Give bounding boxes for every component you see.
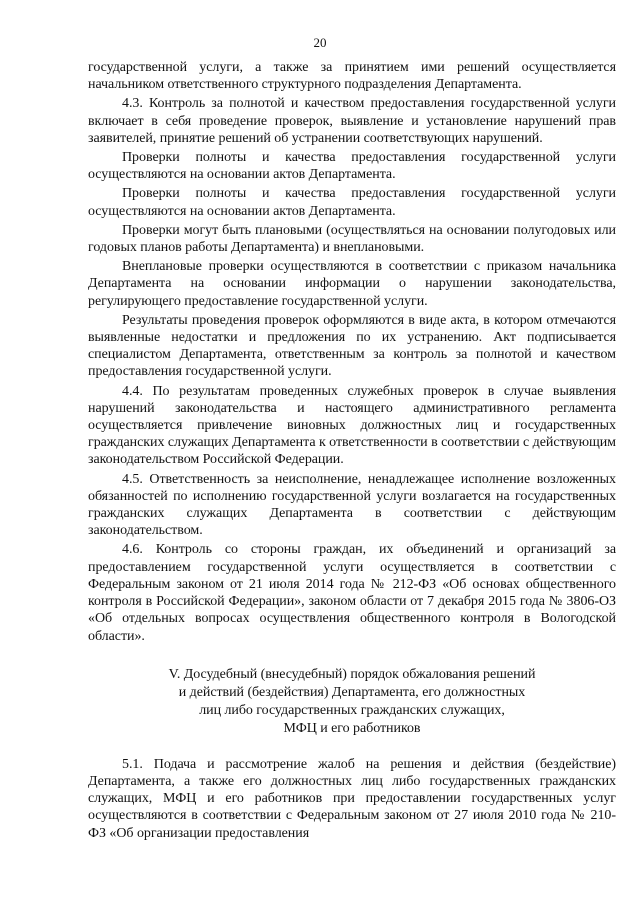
paragraph-4-3: 4.3. Контроль за полнотой и качеством предоставления государственной услуги включает в себя проведение проверок, выявление и установление нарушений прав заявителей, принятие решений об устранении соответствующих нарушений. [88, 96, 616, 146]
section-heading-line: лиц либо государственных гражданских служащих, [199, 702, 505, 718]
paragraph-inspections-basis-2: Проверки полноты и качества предоставления государственной услуги осуществляются на основании актов Департамента. [88, 186, 616, 219]
paragraph-4-6: 4.6. Контроль со стороны граждан, их объединений и организаций за предоставлением государственной услуги осуществляется в соответствии с Федеральным законом от 21 июля 2014 года № 212-ФЗ «Об основах общественного контроля в Российской Федерации», законом области от 7 декабря 2015 года № 3806-ОЗ «Об отдельных вопросах осуществления общественного контроля в Вологодской области». [88, 542, 616, 644]
section-v-heading [88, 666, 616, 738]
paragraph-inspection-results: Результаты проведения проверок оформляются в виде акта, в котором отмечаются выявленные недостатки и предложения по их устранению. Акт подписывается специалистом Департамента, ответственным за контроль за полнотой и качеством предоставления государственной услуги. [88, 312, 616, 380]
section-heading-line: и действий (бездействия) Департамента, его должностных [178, 684, 526, 700]
paragraph-continuation: государственной услуги, а также за принятием ими решений осуществляется начальником ответственного структурного подразделения Департамента. [88, 60, 616, 93]
section-heading-line: V. Досудебный (внесудебный) порядок обжалования решений [168, 666, 536, 682]
page-number: 20 [313, 35, 327, 50]
paragraph-inspections-basis-1: Проверки полноты и качества предоставления государственной услуги осуществляются на основании актов Департамента. [88, 150, 616, 183]
paragraph-4-5: 4.5. Ответственность за неисполнение, ненадлежащее исполнение возложенных обязанностей по исполнению государственной услуги возлагается на государственных гражданских служащих Департамента в соответствии с действующим законодательством. [88, 471, 616, 539]
section-heading-line: МФЦ и его работников [283, 720, 421, 736]
paragraph-inspection-types: Проверки могут быть плановыми (осуществляться на основании полугодовых или годовых планов работы Департамента) и внеплановыми. [88, 222, 616, 256]
paragraph-5-1: 5.1. Подача и рассмотрение жалоб на решения и действия (бездействие) Департамента, а также его должностных лиц либо государственных гражданских служащих, МФЦ и его работников при предоставлении государственных услуг осуществляются в соответствии с Федеральным законом от 27 июля 2010 года № 210-ФЗ «Об организации предоставления [88, 756, 616, 841]
paragraph-unscheduled-inspections: Внеплановые проверки осуществляются в соответствии с приказом начальника Департамента на основании информации о нарушении законодательства, регулирующего предоставление государственной услуги. [88, 259, 616, 309]
paragraph-4-4: 4.4. По результатам проведенных служебных проверок в случае выявления нарушений законодательства и настоящего административного регламента осуществляется привлечение виновных должностных лиц и государственных гражданских служащих Департамента к ответственности в соответствии с действующим законодательством Российской Федерации. [88, 383, 616, 468]
document-body [88, 59, 616, 842]
